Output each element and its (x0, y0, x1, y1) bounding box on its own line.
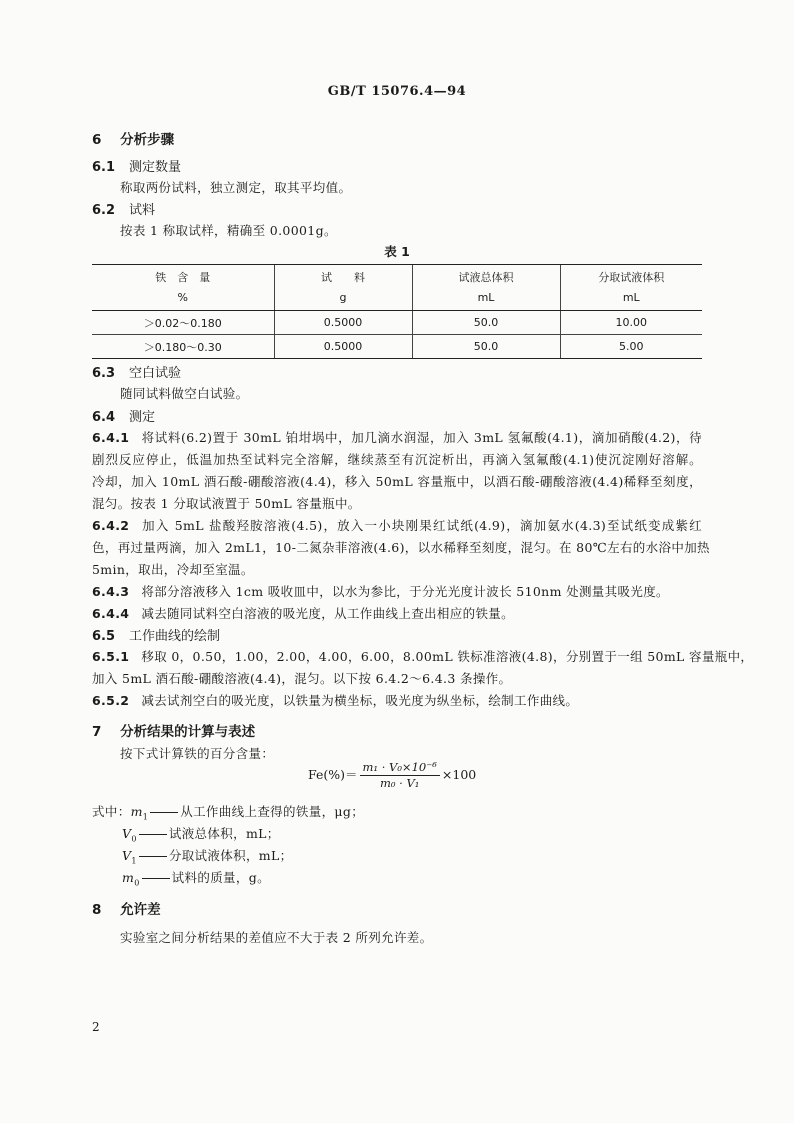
column-header-aliquot-volume: 分取试液体积 mL (560, 265, 702, 311)
column-header-total-volume: 试液总体积 mL (412, 265, 560, 311)
subsection-6-3-body: 随同试料做空白试验。 (120, 386, 249, 401)
definition-line: $m_0$ 试料的质量，g。 (122, 870, 270, 888)
paragraph-6-4-2-line: 色，再过量两滴，加入 2mL1，10-二氮杂菲溶液(4.6)，以水稀释至刻度，混匀。在 80℃左右的水浴中加热 (92, 540, 710, 555)
table-row (92, 311, 702, 335)
paragraph-6-5-2: 6.5.2 减去试剂空白的吸光度，以铁量为横坐标，吸光度为纵坐标，绘制工作曲线。 (92, 693, 579, 708)
clause-number: 6.4.1 (92, 430, 130, 445)
section-title: 分析结果的计算与表述 (120, 724, 256, 740)
paragraph-6-4-4: 6.4.4 减去随同试料空白溶液的吸光度，从工作曲线上查出相应的铁量。 (92, 606, 514, 621)
table-header-row (92, 265, 702, 311)
column-header-sample: 试 料 g (274, 265, 412, 311)
paragraph-6-5-1-line: 加入 5mL 酒石酸-硼酸溶液(4.4)，混匀。以下按 6.4.2～6.4.3 条操作。 (92, 671, 512, 686)
clause-number: 6.4.2 (92, 518, 130, 533)
section-number: 7 (92, 724, 102, 740)
em-dash (150, 812, 178, 813)
table-cell: 10.00 (560, 311, 702, 335)
column-header-iron-content: 铁 含 量 % (92, 265, 274, 311)
subsection-6-2-body: 按表 1 称取试样，精确至 0.0001g。 (120, 223, 337, 238)
section-title: 允许差 (120, 902, 161, 918)
iron-percentage-formula (308, 760, 476, 791)
paragraph-6-4-2-line: 6.4.2 加入 5mL 盐酸羟胺溶液(4.5)，放入一小块刚果红试纸(4.9)，滴加氨水(4.3)至试纸变成紫红 (92, 518, 702, 533)
subsection-number: 6.1 (92, 160, 116, 175)
section-number: 8 (92, 902, 102, 918)
formula-denominator: m₀ · V₁ (380, 776, 420, 790)
em-dash (139, 856, 167, 857)
page-number: 2 (92, 1020, 100, 1034)
paragraph-6-4-1-line: 混匀。按表 1 分取试液置于 50mL 容量瓶中。 (92, 496, 361, 511)
table-1 (92, 264, 702, 359)
clause-number: 6.4.3 (92, 584, 130, 599)
em-dash (139, 834, 167, 835)
formula-fraction (360, 760, 440, 791)
subsection-6-4-heading (92, 406, 155, 425)
subsection-title: 测定数量 (129, 160, 182, 175)
definition-lead: 式中： (92, 804, 131, 819)
subsection-6-1-heading (92, 156, 181, 175)
section-8-body: 实验室之间分析结果的差值应不大于表 2 所列允许差。 (120, 930, 433, 945)
clause-number: 6.5.2 (92, 693, 130, 708)
subsection-6-1-body: 称取两份试料，独立测定，取其平均值。 (120, 180, 352, 195)
table-cell: 0.5000 (274, 335, 412, 359)
table-cell: 50.0 (412, 335, 560, 359)
formula-numerator: m₁ · V₀×10⁻⁶ (360, 760, 440, 776)
definition-line: 式中：$m_1$ 从工作曲线上查得的铁量，μg； (92, 804, 365, 822)
subsection-title: 工作曲线的绘制 (129, 629, 221, 644)
table-1-caption: 表 1 (384, 244, 410, 259)
paragraph-6-4-1-line: 冷却，加入 10mL 酒石酸-硼酸溶液(4.4)，移入 50mL 容量瓶中，以酒石酸-硼酸溶液(4.4)稀释至刻度， (92, 474, 702, 489)
table-cell: 0.5000 (274, 311, 412, 335)
section-7-heading (92, 720, 255, 740)
em-dash (142, 878, 170, 879)
table-cell: ＞0.02～0.180 (92, 311, 274, 335)
clause-number: 6.5.1 (92, 649, 130, 664)
subsection-title: 试料 (129, 203, 156, 218)
formula-rhs: ×100 (441, 767, 477, 782)
section-title: 分析步骤 (120, 132, 175, 148)
running-header: GB/T 15076.4—94 (327, 84, 467, 99)
table-cell: ＞0.180～0.30 (92, 335, 274, 359)
definition-line: $V_0$ 试液总体积，mL； (122, 826, 280, 844)
table-cell: 5.00 (560, 335, 702, 359)
subsection-number: 6.3 (92, 366, 116, 381)
subsection-number: 6.5 (92, 629, 116, 644)
section-number: 6 (92, 132, 102, 148)
table-row (92, 335, 702, 359)
paragraph-6-4-1-line: 剧烈反应停止，低温加热至试料完全溶解，继续蒸至有沉淀析出，再滴入氢氟酸(4.1)使沉淀刚好溶解。 (92, 452, 702, 467)
subsection-6-2-heading (92, 199, 155, 218)
subsection-6-5-heading (92, 625, 220, 644)
subsection-number: 6.2 (92, 203, 116, 218)
paragraph-6-4-3: 6.4.3 将部分溶液移入 1cm 吸收皿中，以水为参比，于分光光度计波长 510nm 处测量其吸光度。 (92, 584, 669, 599)
table-cell: 50.0 (412, 311, 560, 335)
subsection-number: 6.4 (92, 410, 116, 425)
paragraph-6-5-1-line: 6.5.1 移取 0，0.50，1.00，2.00，4.00，6.00，8.00mL 铁标准溶液(4.8)，分别置于一组 50mL 容量瓶中， (92, 649, 754, 664)
section-6-heading (92, 128, 174, 148)
subsection-title: 空白试验 (129, 366, 182, 381)
paragraph-6-4-2-line: 5min，取出，冷却至室温。 (92, 562, 254, 577)
formula-intro: 按下式计算铁的百分含量： (120, 746, 275, 761)
paragraph-6-4-1-line: 6.4.1 将试料(6.2)置于 30mL 铂坩埚中，加几滴水润湿，加入 3mL 氢氟酸(4.1)，滴加硝酸(4.2)，待 (92, 430, 702, 445)
subsection-6-3-heading (92, 362, 181, 381)
definition-line: $V_1$ 分取试液体积，mL； (122, 848, 293, 866)
clause-number: 6.4.4 (92, 606, 130, 621)
section-8-heading (92, 898, 161, 918)
subsection-title: 测定 (129, 410, 156, 425)
formula-lhs: Fe(%)＝ (308, 767, 358, 782)
